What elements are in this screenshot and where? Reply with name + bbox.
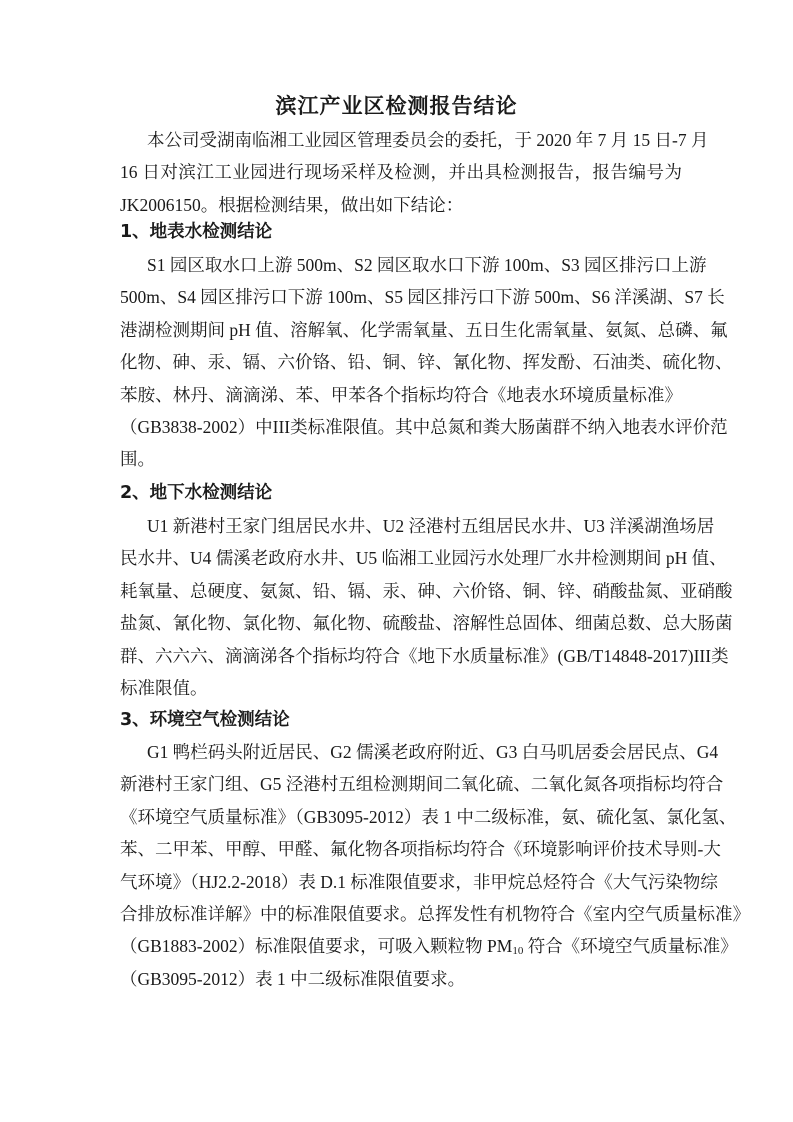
text-line: [120, 736, 719, 768]
line-text: 民水井、U4 儒溪老政府水井、U5 临湘工业园污水处理厂水井检测期间 pH 值、: [120, 548, 727, 569]
line-text: 新港村王家门组、G5 泾港村五组检测期间二氧化硫、二氧化氮各项指标均符合: [120, 774, 724, 795]
text-line: [120, 189, 682, 221]
line-text: 盐氮、氰化物、氯化物、氟化物、硫酸盐、溶解性总固体、细菌总数、总大肠菌: [120, 613, 733, 634]
line-text: 港湖检测期间 pH 值、溶解氧、化学需氧量、五日生化需氧量、氨氮、总磷、氟: [120, 319, 728, 340]
line-text: S1 园区取水口上游 500m、S2 园区取水口下游 100m、S3 园区排污口上游: [147, 255, 707, 275]
section-paragraph-1: [120, 249, 733, 476]
text-line: [120, 866, 718, 898]
section-heading-1: 1、地表水检测结论: [120, 222, 273, 242]
text-line: [120, 963, 682, 995]
text-line: [120, 124, 709, 156]
text-line: [120, 510, 715, 542]
text-line: [120, 768, 724, 800]
line-text: 苯、二甲苯、甲醇、甲醛、氟化物各项指标均符合《环境影响评价技术导则-大: [120, 839, 721, 860]
line-text: JK2006150。根据检测结果，做出如下结论：: [120, 194, 464, 215]
line-text: 气环境》（HJ2.2-2018）表 D.1 标准限值要求，非甲烷总烃符合《大气污染物综: [120, 871, 718, 892]
line-text: （GB3838-2002）中III类标准限值。其中总氮和粪大肠菌群不纳入地表水评价范: [120, 416, 728, 437]
line-text: 16 日对滨江工业园进行现场采样及检测，并出具检测报告，报告编号为: [120, 162, 682, 183]
line-text: U1 新港村王家门组居民水井、U2 泾港村五组居民水井、U3 洋溪湖渔场居: [147, 516, 715, 536]
text-line: [120, 542, 727, 574]
intro-paragraph: [120, 124, 709, 221]
line-text: G1 鸭栏码头附近居民、G2 儒溪老政府附近、G3 白马叽居委会居民点、G4: [147, 742, 719, 762]
section-paragraph-3: [120, 736, 750, 995]
text-line: [120, 314, 728, 346]
line-text: 化物、砷、汞、镉、六价铬、铅、铜、锌、氰化物、挥发酚、石油类、硫化物、: [120, 352, 733, 373]
text-line: [120, 346, 733, 378]
line-text: （GB1883-2002）标准限值要求，可吸入颗粒物 PM: [120, 936, 513, 957]
text-line: [120, 443, 682, 475]
text-line: [120, 672, 682, 704]
pm-subscript: 10: [512, 945, 524, 958]
line-text: 围。: [120, 449, 155, 470]
text-line: [120, 640, 729, 672]
line-text: 本公司受湖南临湘工业园区管理委员会的委托，于 2020 年 7 月 15 日-7 月: [147, 130, 709, 150]
text-line: [120, 281, 725, 313]
line-text: 群、六六六、滴滴涕各个指标均符合《地下水质量标准》(GB/T14848-2017)III类: [120, 645, 729, 666]
text-line: [120, 930, 738, 962]
line-text: 耗氧量、总硬度、氨氮、铅、镉、汞、砷、六价铬、铜、锌、硝酸盐氮、亚硝酸: [120, 580, 733, 601]
section-heading-3: 3、环境空气检测结论: [120, 710, 290, 730]
line-text: 合排放标准详解》中的标准限值要求。总挥发性有机物符合《室内空气质量标准》: [120, 903, 750, 924]
page-title: 滨江产业区检测报告结论: [275, 94, 518, 118]
text-line: [120, 898, 750, 930]
line-text: 《环境空气质量标准》（GB3095-2012）表 1 中二级标准，氨、硫化氢、氯化氢、: [120, 806, 737, 827]
text-line: [120, 249, 707, 281]
line-text: （GB3095-2012）表 1 中二级标准限值要求。: [120, 968, 466, 989]
line-text: 符合《环境空气质量标准》: [523, 936, 738, 957]
text-line: [120, 801, 737, 833]
line-text: 500m、S4 园区排污口下游 100m、S5 园区排污口下游 500m、S6 洋溪湖、S7 长: [120, 287, 725, 308]
text-line: [120, 607, 733, 639]
text-line: [120, 411, 728, 443]
section-heading-2: 2、地下水检测结论: [120, 483, 273, 503]
text-line: [120, 379, 682, 411]
line-text: 苯胺、林丹、滴滴涕、苯、甲苯各个指标均符合《地表水环境质量标准》: [120, 384, 682, 405]
text-line: [120, 833, 721, 865]
line-text: 标准限值。: [120, 677, 208, 698]
text-line: [120, 575, 733, 607]
text-line: [120, 156, 682, 188]
section-paragraph-2: [120, 510, 733, 704]
